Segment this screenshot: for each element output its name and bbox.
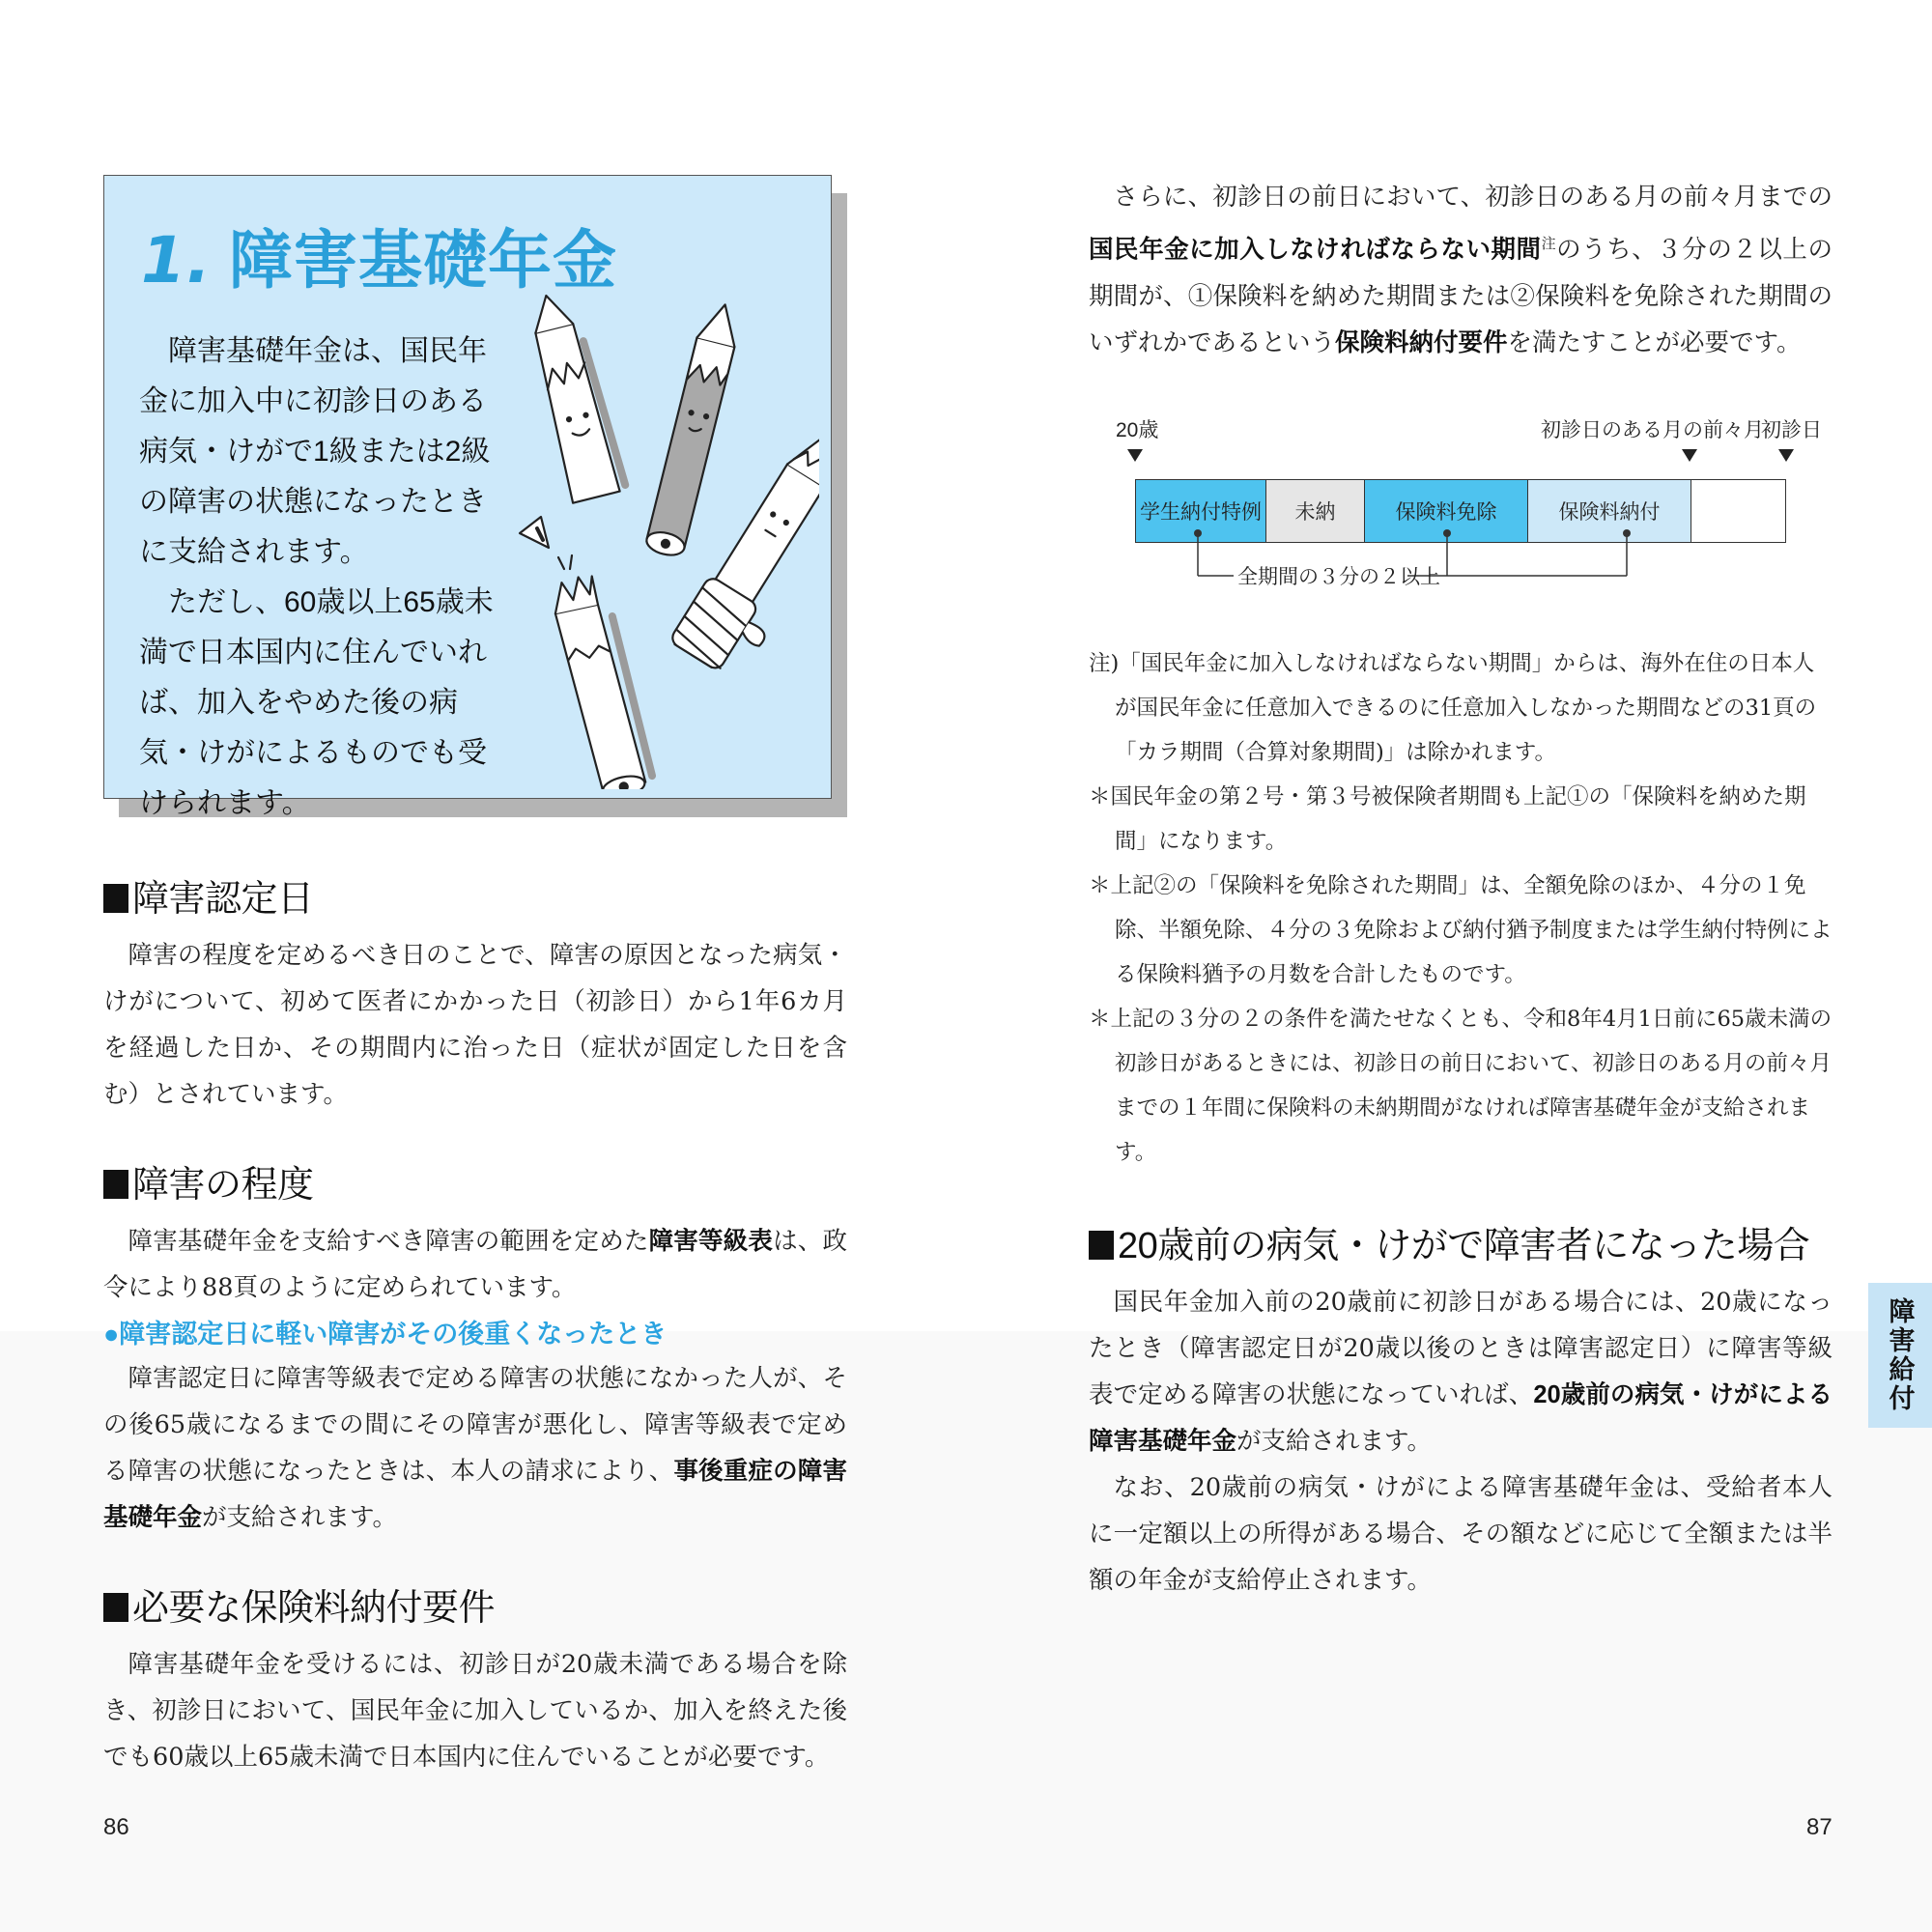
segment-minou: 未納 [1266,480,1365,542]
nofu-yoken-body: 障害基礎年金を受けるには、初診日が20歳未満である場合を除き、初診日において、国民年金に加入しているか、加入を終えた後でも60歳以上65歳未満で日本国内に住んでいることが必要です。 [103,1650,847,1772]
s4-text-pre: 国民年金加入前の20歳前に初診日がある場合には、20歳になったとき（障害認定日が20歳以後のときは障害認定日）に障害等級表で定める障害の状態になっていれば、 [1089,1287,1833,1409]
note-item: ＊上記の３分の２の条件を満たせなくとも、令和8年4月1日前に65歳未満の初診日があるときには、初診日の前日において、初診日のある月の前々月までの１年間に保険料の未納期間がなければ障害基礎年金が支給されます。 [1089,1006,1833,1165]
section-heading-teido [103,1160,847,1210]
intro-title-text: 障害基礎年金 [229,223,617,298]
diagram-label-age20: 20歳 [1116,418,1159,441]
r-text-post: を満たすことが必要です。 [1507,327,1802,357]
page-number-right: 87 [1806,1814,1833,1840]
20sai-mae-body-1 [1089,1279,1833,1464]
page-number-left: 86 [103,1814,129,1840]
note-item: ＊上記②の「保険料を免除された期間」は、全額免除のほか、４分の１免除、半額免除、４分の３免除および納付猶予制度または学生納付特例による保険料猶予の月数を合計したものです。 [1089,872,1833,987]
diagram-label-first-visit: 初診日 [1761,418,1822,441]
r-text-pre: さらに、初診日の前日において、初診日のある月の前々月までの [1113,183,1833,212]
r-text-bold-2: 保険料納付要件 [1335,328,1508,356]
heading-square-marker [1089,1231,1114,1260]
teido-body [103,1218,847,1311]
r-text-mid: のうち、３分の２以上の期間が、①保険料を納めた期間または②保険料を免除された期間のいずれかであるという [1089,235,1833,357]
heading-square-marker [103,1170,128,1199]
right-column [1089,174,1833,1604]
notes-list [1089,641,1833,1175]
jigo-text-bold: 事後重症の障害基礎年金 [103,1458,847,1531]
teido-text-pre: 障害基礎年金を支給すべき障害の範囲を定めた [128,1227,649,1256]
teido-text-post: は、政令により88頁のように定められています。 [103,1227,847,1302]
payment-period-diagram [1089,414,1833,622]
segment-gakusei: 学生納付特例 [1136,480,1266,542]
right-intro-paragraph [1089,174,1833,366]
segment-menjo: 保険料免除 [1365,480,1528,542]
intro-box [103,175,832,819]
two-thirds-bracket [1089,414,1833,622]
20sai-mae-body-2: なお、20歳前の病気・けがによる障害基礎年金は、受給者本人に一定額以上の所得がある場合、その額などに応じて全額または半額の年金が支給停止されます。 [1089,1472,1833,1595]
footnote-marker: 注 [1541,235,1557,252]
chapter-side-tab-label: 障害給付 [1885,1297,1915,1413]
s4-text-post: が支給されます。 [1236,1426,1432,1456]
segment-nofu: 保険料納付 [1528,480,1691,542]
section-heading-nofu-yoken [103,1583,847,1634]
ninteibi-body: 障害の程度を定めるべき日のことで、障害の原因となった病気・けがについて、初めて医者にかかった日（初診日）から1年6カ月を経過した日か、その期間内に治った日（症状が固定した日を含む）とされています。 [103,941,847,1109]
section-heading-ninteibi [103,874,847,924]
note-item: ＊国民年金の第２号・第３号被保険者期間も上記①の「保険料を納めた期間」になります。 [1089,783,1806,854]
intro-paragraph-1: 障害基礎年金は、国民年金に加入中に初診日のある病気・けがで1級または2級の障害の状態になったときに支給されます。 [139,335,491,568]
left-column [103,874,847,1780]
chapter-side-tab[interactable] [1868,1283,1932,1428]
note-item: 注)「国民年金に加入しなければならない期間」からは、海外在住の日本人が国民年金に任意加入できるのに任意加入しなかった期間などの31頁の「カラ期間（合算対象期間)」は除かれます。 [1089,650,1817,765]
heading-square-marker [103,1593,128,1622]
section-heading-text: 障害認定日 [132,879,314,920]
subheading-jigo-jusho: ●障害認定日に軽い障害がその後重くなったとき [103,1320,668,1349]
pencils-illustration [510,287,819,789]
section-heading-20sai-mae [1089,1221,1833,1271]
section-heading-text: 必要な保険料納付要件 [132,1588,496,1629]
heading-square-marker [103,884,128,913]
intro-text [139,327,498,829]
section-heading-text: 20歳前の病気・けがで障害者になった場合 [1118,1225,1810,1266]
r-text-bold-1: 国民年金に加入しなければならない期間 [1089,236,1542,264]
intro-title-number: 1. [141,223,212,298]
bracket-label: 全期間の３分の２以上 [1237,565,1440,588]
intro-paragraph-2: ただし、60歳以上65歳未満で日本国内に住んでいれば、加入をやめた後の病気・けがによるものでも受けられます。 [139,586,494,819]
jigo-text-post: が支給されます。 [202,1503,397,1532]
teido-text-bold: 障害等級表 [648,1228,774,1255]
diagram-label-prev-month: 初診日のある月の前々月 [1541,418,1764,441]
jigo-text-pre: 障害認定日に障害等級表で定める障害の状態になかった人が、その後65歳になるまでの間にその障害が悪化し、障害等級表で定める障害の状態になったときは、本人の請求により、 [103,1364,847,1486]
jigo-jusho-body [103,1355,847,1541]
section-heading-text: 障害の程度 [132,1165,314,1206]
s4-text-bold: 20歳前の病気・けがによる障害基礎年金 [1089,1380,1833,1455]
